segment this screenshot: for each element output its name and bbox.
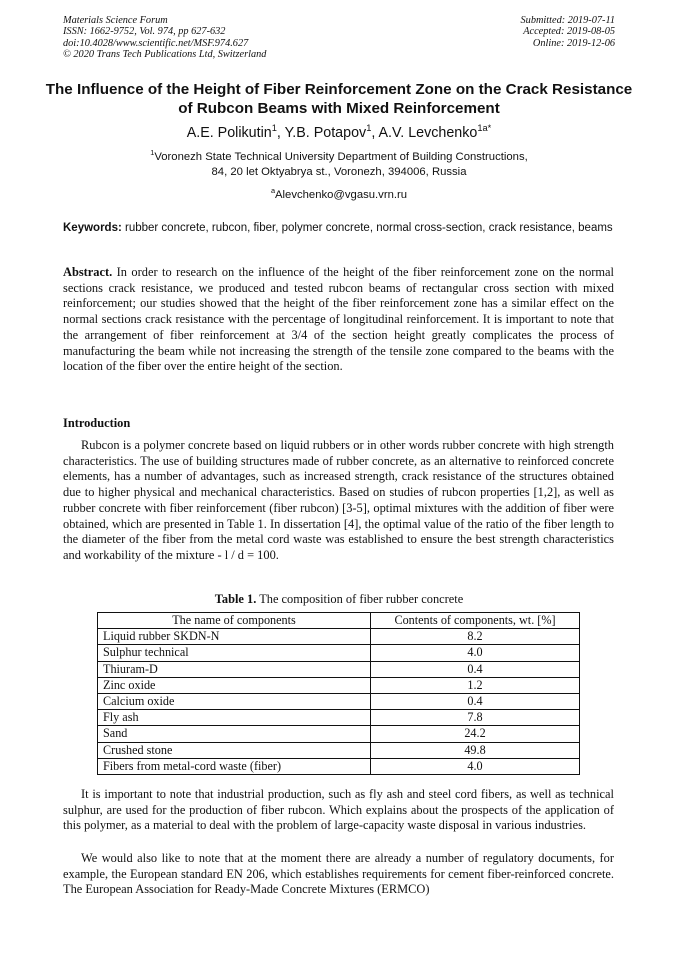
author-name: A.V. Levchenko — [378, 125, 478, 141]
component-name: Crushed stone — [98, 742, 371, 758]
abstract — [63, 265, 614, 375]
doi-line: doi:10.4028/www.scientific.net/MSF.974.627 — [63, 37, 249, 49]
component-name: Sulphur technical — [98, 645, 371, 661]
component-name: Calcium oxide — [98, 694, 371, 710]
component-content: 0.4 — [371, 694, 580, 710]
author-name: A.E. Polikutin — [186, 125, 272, 141]
table-row — [98, 645, 580, 661]
table-label: Table 1. — [214, 592, 257, 606]
abstract-label: Abstract. — [63, 265, 113, 279]
journal-info — [63, 15, 266, 61]
section-heading-introduction: Introduction — [63, 416, 131, 430]
component-name: Zinc oxide — [98, 677, 371, 693]
author-name: Y.B. Potapov — [284, 125, 367, 141]
submission-dates — [521, 15, 615, 49]
component-content: 0.4 — [371, 661, 580, 677]
table-row — [98, 677, 580, 693]
body-paragraph: Rubcon is a polymer concrete based on liquid rubbers or in other words rubber concrete with high strength characteristics. The use of building structures made of rubber concrete, as an alternative to reinforced concrete elements, has a number of advantages, such as increased strength, crack resistance of the structures obtained due to higher physical and mechanical characteristics. Based on studies of rubcon properties [1,2], as well as rubber concrete with fiber reinforcement (fiber rubcon) [3-5], optimal mixtures with the addition of fiber were obtained, which are presented in Table 1. In dissertation [4], the optimal value of the ratio of the fiber length to the diameter of the fiber from the metal cord waste was established to ensure the best strength characteristics and workability of the mixture - l / d = 100. — [63, 438, 614, 562]
table-header-row — [98, 613, 580, 629]
component-name: Liquid rubber SKDN-N — [98, 629, 371, 645]
copyright-line: © 2020 Trans Tech Publications Ltd, Switzerland — [63, 49, 267, 61]
table-row — [98, 661, 580, 677]
author-affiliation-mark: 1 — [366, 123, 372, 134]
author-list: A.E. Polikutin$^1$, Y.B. Potapov$^1$, A.V. Levchenko$^{1a*}$ — [186, 123, 492, 141]
accepted-date: Accepted: 2019-08-05 — [523, 26, 615, 38]
table-row — [98, 758, 580, 774]
table-row — [98, 742, 580, 758]
component-content: 4.0 — [371, 645, 580, 661]
journal-name: Materials Science Forum — [63, 15, 168, 26]
table-header-cell: The name of components — [98, 613, 371, 629]
component-content: 4.0 — [371, 758, 580, 774]
paper-title: The Influence of the Height of Fiber Reinforcement Zone on the Crack Resistance of Rubcon Beams with Mixed Reinforcement — [45, 81, 633, 117]
affiliation-mark: 1 — [150, 148, 155, 158]
table-row — [98, 629, 580, 645]
issn-line: ISSN: 1662-9752, Vol. 974, pp 627-632 — [63, 26, 226, 38]
keywords — [63, 221, 614, 236]
affiliation — [0, 150, 678, 180]
online-date: Online: 2019-12-06 — [532, 37, 615, 49]
component-content: 8.2 — [371, 629, 580, 645]
affiliation-line: 84, 20 let Oktyabrya st., Voronezh, 394006, Russia — [211, 166, 467, 178]
submitted-date: Submitted: 2019-07-11 — [520, 15, 615, 26]
component-content: 49.8 — [371, 742, 580, 758]
table-row — [98, 694, 580, 710]
keywords-text: rubber concrete, rubcon, fiber, polymer concrete, normal cross-section, crack resistance, beams — [125, 222, 613, 234]
body-paragraph: We would also like to note that at the moment there are already a number of regulatory documents, for example, the European standard EN 206, which establishes requirements for cement fiber-reinforced concrete. The European Association for Ready-Made Concrete Mixtures (ERMCO) — [63, 851, 614, 897]
component-content: 7.8 — [371, 710, 580, 726]
table-header-cell: Contents of components, wt. [%] — [371, 613, 580, 629]
component-name: Thiuram-D — [98, 661, 371, 677]
component-name: Fibers from metal-cord waste (fiber) — [98, 758, 371, 774]
body-paragraph: It is important to note that industrial production, such as fly ash and steel cord fibers, as well as technical sulphur, are used for the production of fiber rubcon. Which explains about the prospects of the application of this polymer, as a material to deal with the problem of large-capacity waste disposal in various industries. — [63, 787, 614, 833]
component-content: 24.2 — [371, 726, 580, 742]
component-content: 1.2 — [371, 677, 580, 693]
table-caption — [0, 592, 678, 607]
composition-table — [97, 612, 580, 775]
table-row — [98, 710, 580, 726]
component-name: Fly ash — [98, 710, 371, 726]
email-mark: a — [270, 186, 276, 196]
component-name: Sand — [98, 726, 371, 742]
table-caption-text: The composition of fiber rubber concrete — [259, 592, 464, 606]
author-affiliation-mark: 1a* — [477, 123, 492, 134]
author-affiliation-mark: 1 — [271, 123, 277, 134]
abstract-text: In order to research on the influence of the height of the fiber reinforcement zone on the normal sections crack resistance, we produced and tested rubcon beams of rectangular cross section with mixed reinforcement; our studies showed that the height of the fiber reinforcement zone has a similar effect on the normal sections crack resistance with the percentage of longitudinal reinforcement. It is important to note that the arrangement of fiber reinforcement at 3/4 of the section height greatly complicates the process of manufacturing the beam while not increasing the strength of the tensile zone compared to the beams with the location of the fiber over the entire height of the section. — [63, 265, 614, 374]
affiliation-line: Voronezh State Technical University Department of Building Constructions, — [154, 151, 528, 163]
contact-email — [0, 186, 678, 202]
email-address[interactable]: Alevchenko@vgasu.vrn.ru — [275, 189, 408, 201]
keywords-label: Keywords: — [63, 222, 122, 234]
table-row — [98, 726, 580, 742]
